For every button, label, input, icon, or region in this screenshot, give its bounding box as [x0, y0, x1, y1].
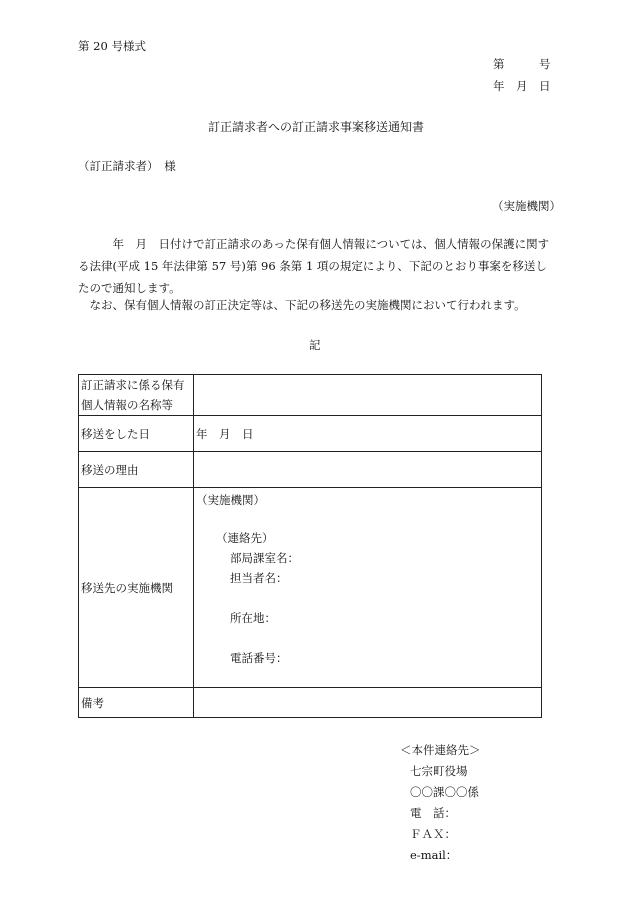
destination-phone: 電話番号：: [230, 651, 288, 665]
row-label-transfer-reason: 移送の理由: [79, 452, 194, 488]
row-label-destination: 移送先の実施機関: [79, 488, 194, 688]
row-value-transfer-reason: [194, 452, 542, 488]
addressee: （訂正請求者） 様: [78, 159, 176, 173]
table-row: [79, 488, 542, 688]
document-number: 第 号: [493, 57, 551, 71]
row-label-remarks: 備考: [79, 688, 194, 718]
row-label-info-name: 訂正請求に係る保有個人情報の名称等: [79, 375, 194, 416]
table-row: [79, 452, 542, 488]
contact-fax: ＦＡＸ：: [410, 827, 456, 841]
contact-email: e-mail：: [410, 848, 458, 862]
table-row: [79, 688, 542, 718]
table-row: [79, 416, 542, 452]
row-value-info-name: [194, 375, 542, 416]
table-row: [79, 375, 542, 416]
row-value-remarks: [194, 688, 542, 718]
ki-heading: 記: [309, 338, 321, 352]
contact-block: [400, 740, 481, 866]
issuing-organization: （実施機関）: [492, 199, 561, 213]
document-date: 年 月 日: [493, 79, 551, 93]
contact-section: 〇〇課〇〇係: [410, 785, 479, 799]
destination-address: 所在地：: [230, 611, 276, 625]
details-table: [78, 374, 542, 718]
row-value-transfer-date: 年 月 日: [194, 416, 542, 452]
body-paragraph-2: なお、保有個人情報の訂正決定等は、下記の移送先の実施機関において行われます。: [78, 298, 526, 312]
contact-tel: 電 話：: [410, 806, 456, 820]
destination-person: 担当者名：: [230, 571, 288, 585]
destination-org: （実施機関）: [196, 493, 265, 507]
row-label-transfer-date: 移送をした日: [79, 416, 194, 452]
contact-office: 七宗町役場: [410, 764, 468, 778]
row-value-destination: [194, 488, 542, 688]
document-title: 訂正請求者への訂正請求事案移送通知書: [208, 120, 425, 134]
body-paragraph-1: 年 月 日付けで訂正請求のあった保有個人情報については、個人情報の保護に関する法律(平成 15 年法律第 57 号)第 96 条第 1 項の規定により、下記のとおり事案を移送したので通知します。: [78, 237, 550, 295]
form-number: 第 20 号様式: [78, 39, 146, 53]
destination-department: 部局課室名：: [230, 551, 299, 565]
destination-contact-heading: （連絡先）: [216, 531, 274, 545]
contact-heading: ＜本件連絡先＞: [400, 743, 481, 757]
